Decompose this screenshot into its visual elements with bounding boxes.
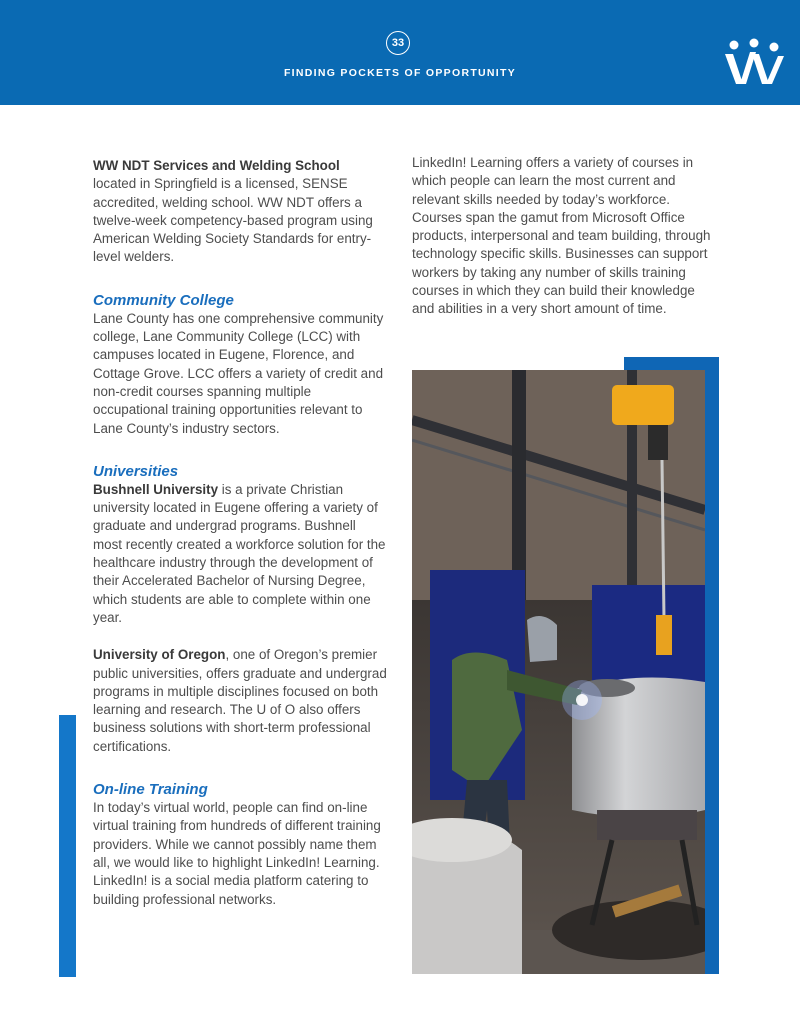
online-training-heading: On-line Training — [93, 781, 208, 799]
left-column — [93, 157, 388, 909]
oregon-paragraph — [93, 646, 388, 756]
bushnell-text: is a private Christian university located in Eugene offering a variety of graduate and undergrad programs. Bushnell most recently created a workforce solution for the healthcare industry through the development of their Accelerated Bachelor of Nursing Degree, which students are able to complete within one year. — [93, 481, 386, 625]
community-college-text: Lane County has one comprehensive community college, Lane Community College (LCC) with campuses located in Eugene, Florence, and Cottage Grove. LCC offers a variety of credit and non-credit courses spanning multiple occupational training opportunities relevant to Lane County’s industry sectors. — [93, 310, 384, 436]
bushnell-paragraph — [93, 481, 388, 627]
linkedin-learning-text: LinkedIn! Learning offers a variety of courses in which people can learn the most current and relevant skills needed by today’s workforce. Courses span the gamut from Microsoft Office products, interpersonal and team building, through technology specific skills. Businesses can support workers by taking any number of skills training courses in which they can build their knowledge and abilities in a very short amount of time. — [412, 155, 711, 317]
ww-ndt-paragraph — [93, 157, 388, 267]
welding-photo — [412, 370, 705, 974]
bushnell-name: Bushnell University — [93, 481, 219, 497]
welder-illustration — [412, 370, 705, 974]
oregon-text: , one of Oregon’s premier public universities, offers graduate and undergrad programs in multiple disciplines focused on both learning and research. The U of O also offers business solutions with short-term professional certifications. — [93, 647, 387, 754]
online-training-text: In today’s virtual world, people can find on-line virtual training from hundreds of different training providers. While we cannot possibly name them all, we would like to highlight LinkedIn! Learning. LinkedIn! is a social media platform catering to building professional networks. — [93, 800, 381, 907]
left-accent-bar — [59, 715, 76, 977]
ww-ndt-name: WW NDT Services and Welding School — [93, 158, 340, 173]
header-title: FINDING POCKETS OF OPPORTUNITY — [283, 67, 517, 79]
universities-heading: Universities — [93, 462, 179, 480]
organization-logo-icon — [723, 38, 785, 88]
community-college-heading: Community College — [93, 291, 234, 309]
page-header — [0, 0, 800, 105]
ww-ndt-text: located in Springfield is a licensed, SENSE accredited, welding school. WW NDT offers a twelve-week competency-based program using American Welding Society Standards for entry-level welders. — [93, 176, 373, 265]
right-column — [412, 154, 712, 319]
page-number: 33 — [386, 31, 410, 55]
oregon-name: University of Oregon — [93, 647, 226, 663]
